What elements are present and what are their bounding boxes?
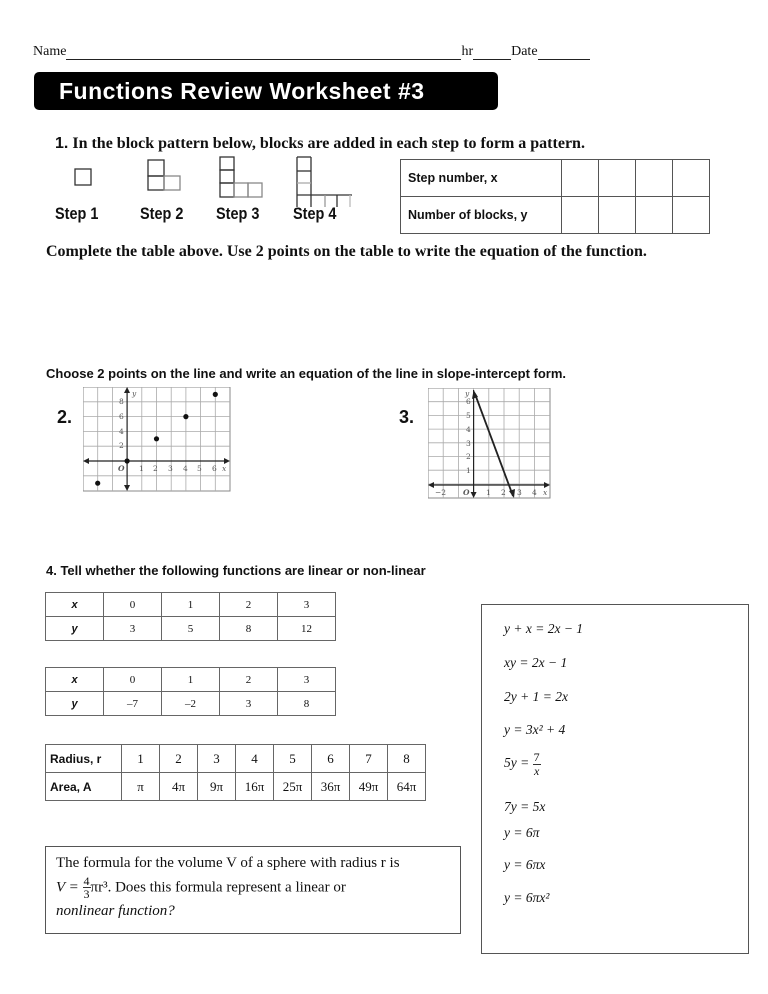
step-1-label: Step 1 <box>55 204 99 223</box>
equation-3: 2y + 1 = 2x <box>504 689 568 704</box>
table-cell: 6 <box>312 745 350 773</box>
svg-text:2: 2 <box>119 441 124 450</box>
table-cell: 49π <box>350 773 388 801</box>
table-cell: 25π <box>274 773 312 801</box>
table-cell-input[interactable] <box>673 160 710 197</box>
table-cell-input[interactable] <box>636 197 673 234</box>
svg-text:y: y <box>465 389 470 398</box>
sphere-line-2: V = $\frac{4}{3}$ πr³. Does this formula represent a linear or <box>56 873 346 902</box>
function-table-2 <box>45 667 336 716</box>
table-cell: 5 <box>274 745 312 773</box>
step-blocks-table <box>400 159 710 234</box>
svg-text:2: 2 <box>153 464 158 473</box>
svg-text:1: 1 <box>466 466 471 475</box>
area-header: Area, A <box>46 773 122 801</box>
equation-8: y = 6πx <box>504 857 546 872</box>
hr-label: hr <box>461 44 474 59</box>
table-row <box>46 745 426 773</box>
sphere-line-1: The formula for the volume V of a sphere with radius r is <box>56 855 400 871</box>
svg-text:2: 2 <box>501 488 506 497</box>
table-cell: 36π <box>312 773 350 801</box>
section2-prompt: Choose 2 points on the line and write an equation of the line in slope-intercept form. <box>46 366 567 381</box>
table-cell: 0 <box>104 668 162 692</box>
svg-text:6: 6 <box>119 412 124 421</box>
table-row <box>401 160 710 197</box>
step-number-label: Step number, x <box>401 160 562 197</box>
page-title: Functions Review Worksheet #3 <box>34 72 498 110</box>
x-header: x <box>46 593 104 617</box>
name-label: Name <box>33 44 67 59</box>
table-row <box>401 197 710 234</box>
sphere-volume-question <box>45 846 461 934</box>
svg-text:x: x <box>222 464 227 473</box>
table-cell: 8 <box>388 745 426 773</box>
table-cell: 1 <box>122 745 160 773</box>
svg-text:3: 3 <box>517 488 522 497</box>
table-cell: 4 <box>236 745 274 773</box>
table-cell: 8 <box>220 617 278 641</box>
svg-text:4: 4 <box>466 425 471 434</box>
table-cell-input[interactable] <box>599 197 636 234</box>
svg-text:−2: −2 <box>435 488 447 497</box>
radius-area-table <box>45 744 426 801</box>
svg-text:1: 1 <box>486 488 491 497</box>
table-cell: 2 <box>160 745 198 773</box>
hr-field[interactable] <box>473 45 511 60</box>
table-cell: 8 <box>278 692 336 716</box>
table-row <box>46 617 336 641</box>
equation-2: xy = 2x − 1 <box>504 655 568 670</box>
step-3-label: Step 3 <box>216 204 260 223</box>
table-cell: 3 <box>104 617 162 641</box>
svg-text:5: 5 <box>197 464 202 473</box>
table-cell: 9π <box>198 773 236 801</box>
table-cell: –7 <box>104 692 162 716</box>
function-table-1 <box>45 592 336 641</box>
table-cell: 3 <box>198 745 236 773</box>
q2-number: 2. <box>57 407 73 427</box>
number-of-blocks-label: Number of blocks, y <box>401 197 562 234</box>
svg-text:8: 8 <box>119 397 124 406</box>
svg-text:O: O <box>463 488 470 497</box>
table-cell: 64π <box>388 773 426 801</box>
table-cell-input[interactable] <box>562 160 599 197</box>
equation-7: y = 6π <box>504 825 540 840</box>
header-line <box>33 44 590 60</box>
svg-text:3: 3 <box>466 439 471 448</box>
svg-text:2: 2 <box>466 452 471 461</box>
table-cell: 0 <box>104 593 162 617</box>
step-2-label: Step 2 <box>140 204 184 223</box>
equation-9: y = 6πx² <box>504 890 550 905</box>
equations-box <box>481 604 749 954</box>
date-label: Date <box>511 44 538 59</box>
name-field[interactable] <box>66 45 461 60</box>
q1-prompt-text: In the block pattern below, blocks are added in each step to form a pattern. <box>72 135 585 152</box>
q1-footer-instructions: Complete the table above. Use 2 points on the table to write the equation of the function. <box>46 243 647 260</box>
table-cell-input[interactable] <box>562 197 599 234</box>
table-cell: 2 <box>220 668 278 692</box>
table-cell: 4π <box>160 773 198 801</box>
graph-q2-scatter <box>83 387 233 493</box>
equation-1: y + x = 2x − 1 <box>504 621 584 636</box>
y-header: y <box>46 617 104 641</box>
svg-text:3: 3 <box>168 464 173 473</box>
sphere-line-3: nonlinear function? <box>56 902 175 919</box>
table-row <box>46 668 336 692</box>
table-cell-input[interactable] <box>636 160 673 197</box>
date-field[interactable] <box>538 45 590 60</box>
radius-header: Radius, r <box>46 745 122 773</box>
block-pattern-figure <box>60 155 360 207</box>
table-cell: 3 <box>220 692 278 716</box>
table-cell: –2 <box>162 692 220 716</box>
step-4-label: Step 4 <box>293 204 337 223</box>
equation-5: 5y = $\frac{7}{x}$ <box>504 750 540 778</box>
table-cell-input[interactable] <box>599 160 636 197</box>
q1-number: 1. <box>55 135 69 152</box>
table-cell: 1 <box>162 668 220 692</box>
q3-number: 3. <box>399 407 415 427</box>
svg-text:6: 6 <box>466 397 471 406</box>
table-row <box>46 593 336 617</box>
table-cell: 2 <box>220 593 278 617</box>
equation-6: 7y = 5x <box>504 799 546 814</box>
y-header: y <box>46 692 104 716</box>
table-cell: 16π <box>236 773 274 801</box>
svg-text:y: y <box>132 389 137 398</box>
q1-prompt <box>55 135 585 153</box>
svg-text:5: 5 <box>466 411 471 420</box>
svg-text:4: 4 <box>532 488 537 497</box>
svg-text:4: 4 <box>183 464 188 473</box>
q4-prompt: 4. Tell whether the following functions are linear or non-linear <box>46 563 426 578</box>
equation-4: y = 3x² + 4 <box>504 722 566 737</box>
table-row <box>46 692 336 716</box>
table-cell: 3 <box>278 668 336 692</box>
table-cell: 3 <box>278 593 336 617</box>
table-cell: 7 <box>350 745 388 773</box>
svg-text:4: 4 <box>119 427 124 436</box>
svg-text:x: x <box>543 488 548 497</box>
graph-q3-line <box>428 388 553 500</box>
svg-text:O: O <box>118 464 125 473</box>
table-cell: 5 <box>162 617 220 641</box>
table-cell: π <box>122 773 160 801</box>
svg-text:6: 6 <box>212 464 217 473</box>
table-cell: 1 <box>162 593 220 617</box>
table-cell-input[interactable] <box>673 197 710 234</box>
table-row <box>46 773 426 801</box>
table-cell: 12 <box>278 617 336 641</box>
svg-text:1: 1 <box>139 464 144 473</box>
x-header: x <box>46 668 104 692</box>
